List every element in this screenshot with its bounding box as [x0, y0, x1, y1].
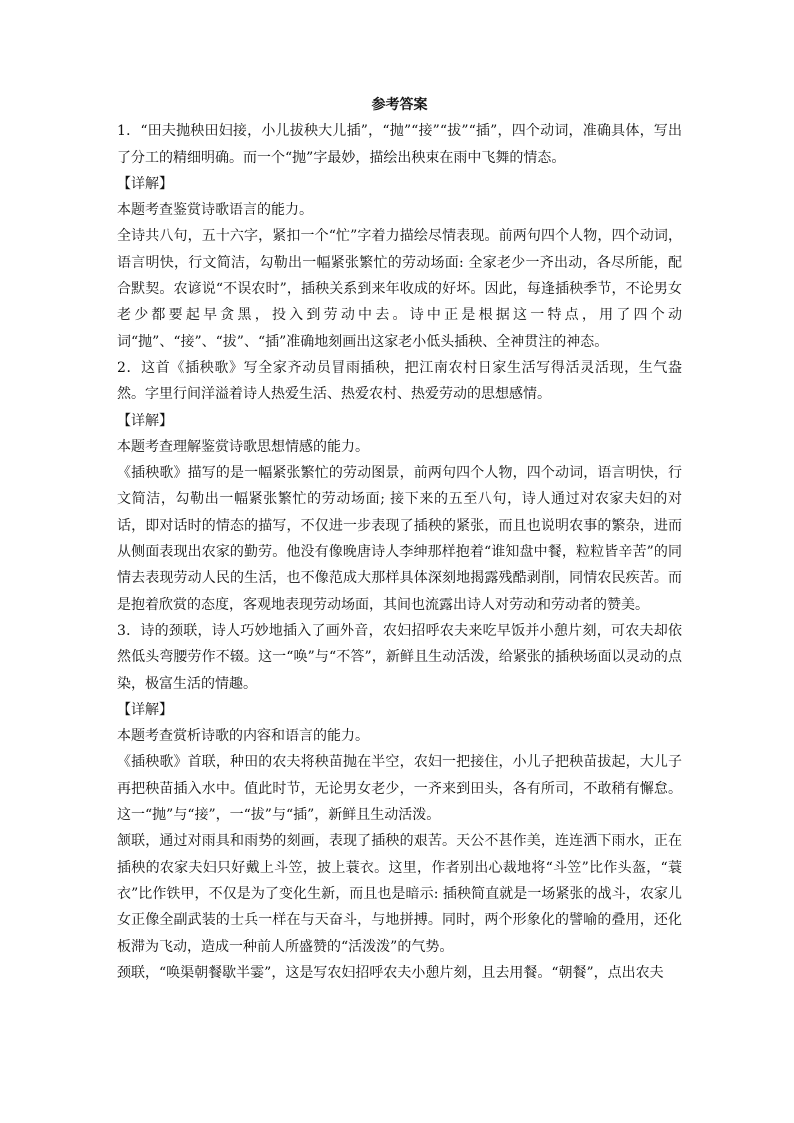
- explanation-3-body-2: 颔联，通过对雨具和雨势的刻画，表现了插秧的艰苦。天公不甚作美，连连洒下雨水，正在插秧的农家夫妇只好戴上斗笠，披上蓑衣。这里，作者别出心裁地将“斗笠”比作头盔，“蓑衣”比作铁甲，不仅是为了变化生新，而且也是暗示: 插秧简直就是一场紧张的战斗，农家儿女正像全副武装的士兵一样在与天奋斗，与地拼搏。同时，两个形象化的譬喻的叠用，还化板滞为飞动，造成一种前人所盛赞的“活泼泼”的气势。: [117, 833, 682, 955]
- page-title: 参考答案: [371, 97, 428, 113]
- answer-1-text: 1．“田夫抛秧田妇接，小儿拔秧大儿插”，“抛”“接”“拔”“插”，四个动词，准确具体，写出了分工的精细明确。而一个“抛”字最妙，描绘出秧束在雨中飞舞的情态。: [117, 123, 682, 166]
- explanation-1-intro: 本题考查鉴赏诗歌语言的能力。: [117, 202, 313, 219]
- explanation-2-body: 《插秧歌》描写的是一幅紧张繁忙的劳动图景，前两句四个人物，四个动词，语言明快，行文简洁，勾勒出一幅紧张繁忙的劳动场面; 接下来的五至八句，诗人通过对农家夫妇的对话，即对话时的情态的描写，不仅进一步表现了插秧的紧张，而且也说明农事的繁杂，进而从侧面表现出农家的勤劳。他没有像晚唐诗人李绅那样抱着“谁知盘中餐，粒粒皆辛苦”的同情去表现劳动人民的生活，也不像范成大那样具体深刻地揭露残酷剥削，同情农民疾苦。而是抱着欣赏的态度，客观地表现劳动场面，其间也流露出诗人对劳动和劳动者的赞美。: [117, 465, 682, 613]
- explanation-3-body-3: 颈联，“唤渠朝餐歇半霎”，这是写农妇招呼农夫小憩片刻，且去用餐。“朝餐”，点出农夫: [117, 964, 664, 981]
- explanation-label-2: 【详解】: [117, 412, 173, 429]
- answer-3-text: 3．诗的颈联，诗人巧妙地插入了画外音，农妇招呼农夫来吃早饭并小憩片刻，可农夫却依然低头弯腰劳作不辍。这一“唤”与“不答”，新鲜且生动活泼，给紧张的插秧场面以灵动的点染，极富生活的情趣。: [117, 622, 682, 692]
- answer-2-text: 2．这首《插秧歌》写全家齐动员冒雨插秧，把江南农村日家生活写得活灵活现，生气盎然。字里行间洋溢着诗人热爱生活、热爱农村、热爱劳动的思想感情。: [117, 359, 682, 403]
- explanation-label-1: 【详解】: [117, 175, 173, 192]
- explanation-3-intro: 本题考查赏析诗歌的内容和语言的能力。: [117, 728, 369, 745]
- explanation-3-body-1: 《插秧歌》首联，种田的农夫将秧苗抛在半空，农妇一把接住，小儿子把秧苗拔起，大儿子再把秧苗插入水中。值此时节，无论男女老少，一齐来到田头，各有所司，不敢稍有懈怠。这一“抛”与“接”，一“拔”与“插”，新鲜且生动活泼。: [117, 754, 682, 824]
- explanation-1-body: 全诗共八句，五十六字，紧扣一个“忙”字着力描绘尽情表现。前两句四个人物，四个动词，语言明快，行文简洁，勾勒出一幅紧张繁忙的劳动场面: 全家老少一齐出动，各尽所能，配合默契。农谚说“不误农时”，插秧关系到来年收成的好坏。因此，每逢插秧季节，不论男女老少都要起早贪黑，投入到劳动中去。诗中正是根据这一特点，用了四个动词“抛”、“接”、“拔”、“插”准确地刻画出这家老小低头插秧、全神贯注的神态。: [117, 228, 682, 350]
- explanation-label-3: 【详解】: [117, 701, 173, 718]
- explanation-2-intro: 本题考查理解鉴赏诗歌思想情感的能力。: [117, 438, 369, 455]
